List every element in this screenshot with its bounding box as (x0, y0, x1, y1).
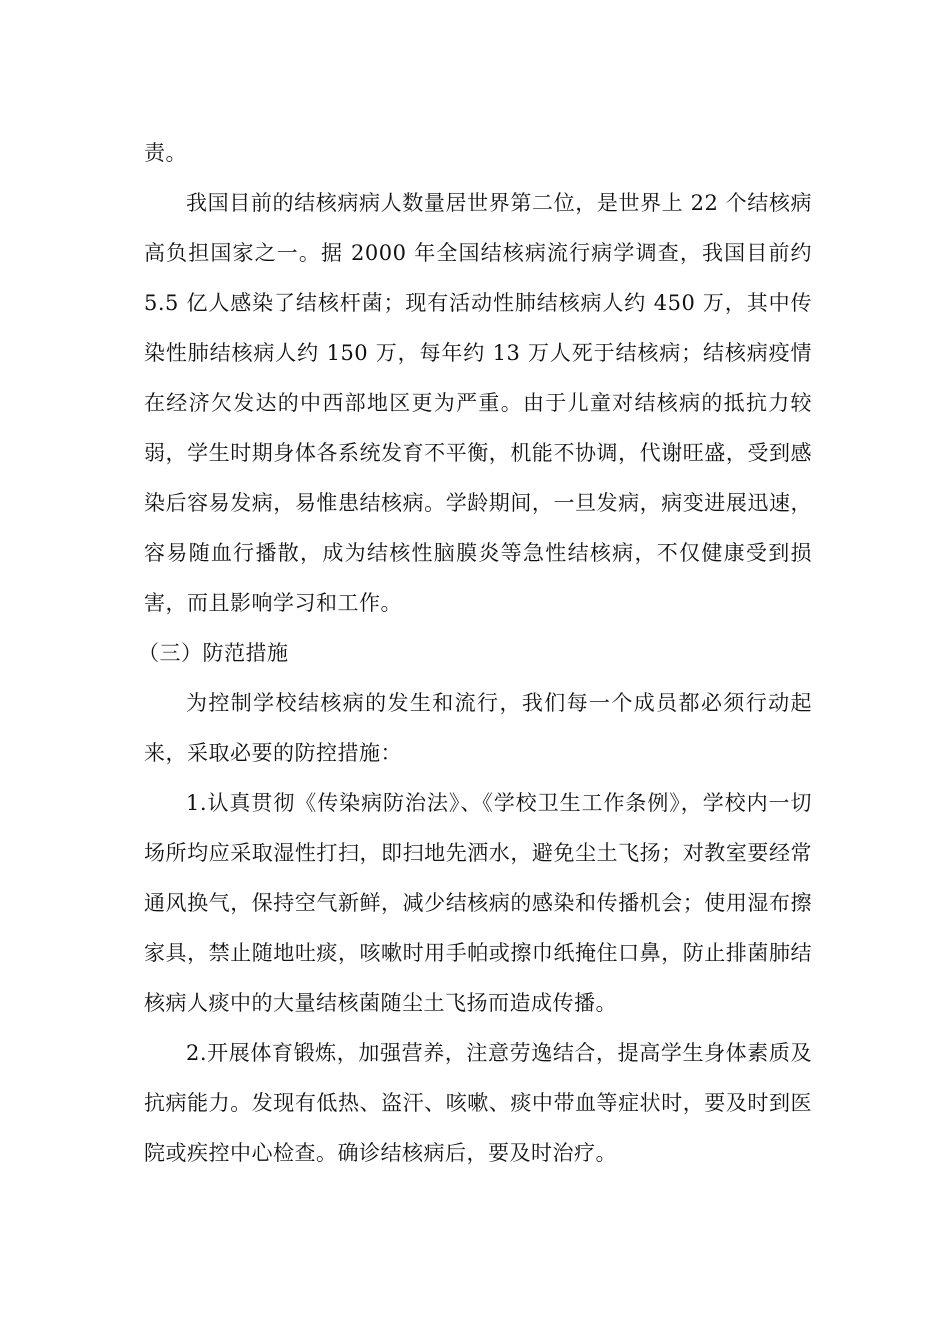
paragraph-measure-2: 2.开展体育锻炼，加强营养，注意劳逸结合，提高学生身体素质及抗病能力。发现有低热、盗汗、咳嗽、痰中带血等症状时，要及时到医院或疾控中心检查。确诊结核病后，要及时治疗。 (144, 1041, 812, 1165)
section-heading-prevention: （三）防范措施 (138, 641, 289, 665)
paragraph-tb-burden: 我国目前的结核病病人数量居世界第二位，是世界上 22 个结核病高负担国家之一。据 2000 年全国结核病流行病学调查，我国目前约 5.5 亿人感染了结核杆菌；现有活动性肺结核病人约 450 万，其中传染性肺结核病人约 150 万，每年约 13 万人死于结核病；结核病疫情在经济欠发达的中西部地区更为严重。由于儿童对结核病的抵抗力较弱，学生时期身体各系统发育不平衡，机能不协调，代谢旺盛，受到感染后容易发病，易惟患结核病。学龄期间，一旦发病，病变进展迅速，容易随血行播散，成为结核性脑膜炎等急性结核病，不仅健康受到损害，而且影响学习和工作。 (144, 191, 812, 615)
document-body (138, 128, 812, 1178)
paragraph-measure-1: 1.认真贯彻《传染病防治法》、《学校卫生工作条例》，学校内一切场所均应采取湿性打扫，即扫地先洒水，避免尘土飞扬；对教室要经常通风换气，保持空气新鲜，减少结核病的感染和传播机会；使用湿布擦家具，禁止随地吐痰，咳嗽时用手帕或擦巾纸掩住口鼻，防止排菌肺结核病人痰中的大量结核菌随尘土飞扬而造成传播。 (144, 791, 812, 1015)
paragraph-prevention-intro: 为控制学校结核病的发生和流行，我们每一个成员都必须行动起来，采取必要的防控措施： (144, 691, 812, 765)
paragraph-continuation: 责。 (144, 141, 187, 165)
